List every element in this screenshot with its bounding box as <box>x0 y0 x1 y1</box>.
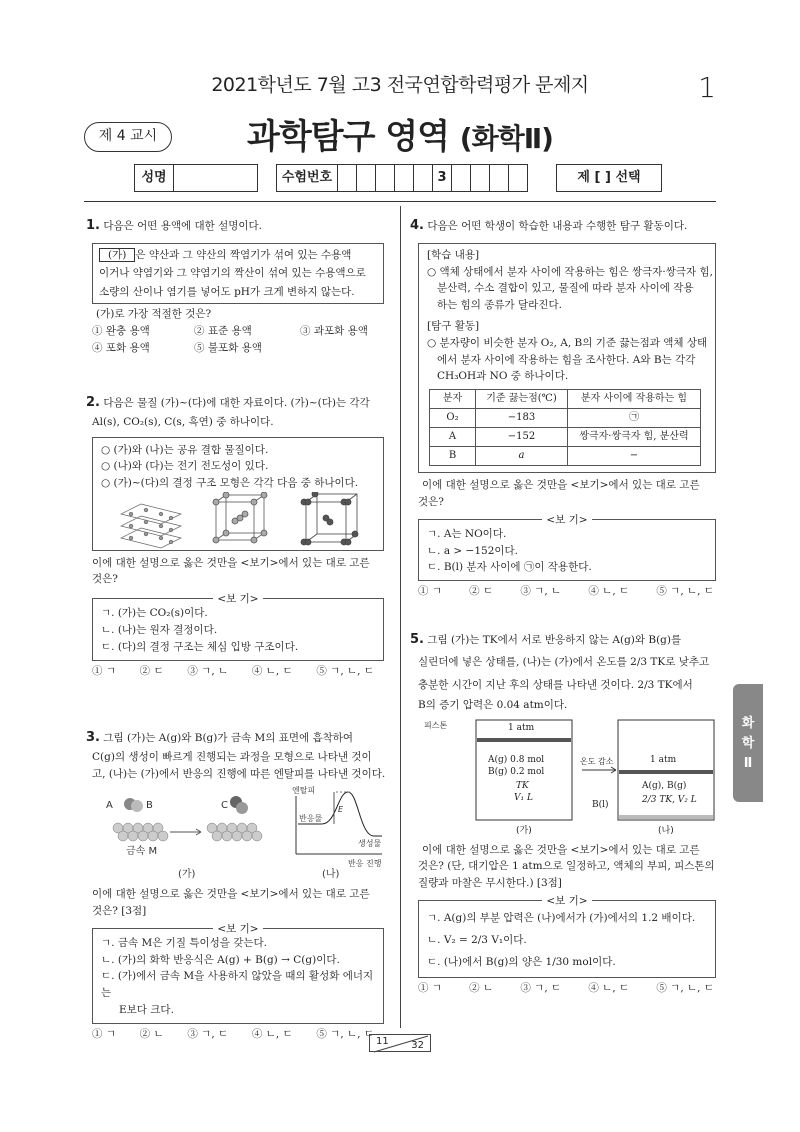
learn-line: 분산력, 수소 결합이 있고, 물질에 따라 분자 사이에 작용 <box>437 282 694 295</box>
q5-ask: 질량과 마찰은 무시한다.) [3점] <box>418 877 562 890</box>
header-divider <box>84 201 716 202</box>
cylinder-b <box>592 720 714 836</box>
page-number: 1 <box>698 71 716 104</box>
q5-stem: 실린더에 넣은 상태를, (나)는 (가)에서 온도를 2/3 TK로 낮추고 <box>418 655 710 668</box>
column-divider <box>400 206 401 1028</box>
piston-label: 피스톤 <box>424 720 448 730</box>
table-row: B a − <box>430 447 701 466</box>
table-header: 분자 사이에 작용하는 힘 <box>568 390 701 409</box>
bogi-item: ㄴ. a > −152이다. <box>427 544 519 557</box>
choice[interactable]: ④ 포화 용액 <box>92 341 150 354</box>
atm-label-a: 1 atm <box>508 722 535 733</box>
state-b-label: 2/3 TK, V₂ L <box>642 794 697 805</box>
choice[interactable]: ② ㄷ <box>139 664 164 677</box>
question-3 <box>86 728 388 1043</box>
q1-stem: 다음은 어떤 용액에 대한 설명이다. <box>103 220 263 232</box>
choice[interactable]: ① ㄱ <box>418 585 442 598</box>
q4-number: 4. <box>410 218 424 233</box>
choice[interactable]: ② ㄴ <box>139 1027 164 1040</box>
bogi-item: ㄴ. (나)는 원자 결정이다. <box>101 623 218 636</box>
bogi-item: ㄱ. A는 NO이다. <box>427 527 507 540</box>
q3-ask: 것은? [3점] <box>92 904 147 917</box>
q3-choices <box>86 1026 388 1043</box>
q3-stem: 그림 (가)는 A(g)와 B(g)가 금속 M의 표면에 흡착하여 <box>103 732 354 744</box>
graphite-layers-model <box>121 504 181 548</box>
choice[interactable]: ③ ㄱ, ㄷ <box>520 982 562 995</box>
choice[interactable]: ① ㄱ <box>92 1027 116 1040</box>
current-page: 11 <box>376 1036 389 1047</box>
bogi-item: ㄱ. (가)는 CO₂(s)이다. <box>101 607 208 620</box>
question-5 <box>410 630 720 997</box>
selection-label: 제 [ ] 선택 <box>556 164 662 192</box>
total-pages: 32 <box>411 1040 424 1051</box>
q1-box-line: 소량의 산이나 염기를 넣어도 pH가 크게 변하지 않는다. <box>99 285 355 298</box>
choice[interactable]: ⑤ ㄱ, ㄴ, ㄷ <box>656 585 714 598</box>
q4-stem: 다음은 어떤 학생이 학습한 내용과 수행한 탐구 활동이다. <box>427 220 688 232</box>
q5-ask: 것은? (단, 대기압은 1 atm으로 일정하고, 액체의 부피, 피스톤의 <box>418 860 715 873</box>
exam-digit-box[interactable] <box>471 164 490 192</box>
q2-box <box>92 437 384 551</box>
choice[interactable]: ④ ㄴ, ㄷ <box>251 664 293 677</box>
q5-choices <box>410 980 720 997</box>
learn-line: 하는 힘의 종류가 달라진다. <box>437 299 562 312</box>
bogi-title: <보 기> <box>542 895 591 907</box>
q5-ask: 이에 대한 설명으로 옳은 것만을 <보기>에서 있는 대로 고른 <box>422 843 700 856</box>
q5-number: 5. <box>410 632 424 647</box>
q2-box-line: ○ (나)와 (다)는 전기 전도성이 있다. <box>101 460 269 473</box>
q4-choices <box>410 583 720 600</box>
activity-line: ○ 분자량이 비슷한 분자 O₂, A, B의 기준 끓는점과 액체 상태 <box>427 336 708 349</box>
q1-choices <box>86 323 388 357</box>
caption-a: (가) <box>178 869 196 881</box>
q5-stem: 그림 (가)는 TK에서 서로 반응하지 않는 A(g)와 B(g)를 <box>427 634 682 646</box>
gas-a-amount: A(g) 0.8 mol <box>488 754 545 765</box>
table-header: 분자 <box>430 390 476 409</box>
exam-digit-box[interactable] <box>395 164 414 192</box>
q2-stem: Al(s), CO₂(s), C(s, 흑연) 중 하나이다. <box>92 415 274 428</box>
bogi-title: <보 기> <box>213 923 262 935</box>
bogi-item: ㄱ. A(g)의 부분 압력은 (나)에서가 (가)에서의 1.2 배이다. <box>427 911 696 924</box>
label-b: B <box>146 800 153 812</box>
product-label: 생성물 <box>358 839 382 849</box>
table-row: A −152 쌍극자·쌍극자 힘, 분산력 <box>430 428 701 447</box>
liquid-label: B(l) <box>592 799 609 810</box>
q3-stem: 고, (나)는 (가)에서 반응의 진행에 따른 엔탈피를 나타낸 것이다. <box>92 767 386 780</box>
bogi-item: ㄷ. B(l) 분자 사이에 ㉠이 작용한다. <box>427 561 592 574</box>
q5-bogi-box <box>418 894 716 978</box>
exam-number-field <box>276 164 528 192</box>
molecular-crystal-model <box>301 492 358 545</box>
q2-stem: 다음은 물질 (가)~(다)에 대한 자료이다. (가)~(다)는 각각 <box>103 397 370 409</box>
q3-stem: C(g)의 생성이 빠르게 진행되는 과정을 모형으로 나타낸 것이 <box>92 750 372 763</box>
choice[interactable]: ④ ㄴ, ㄷ <box>588 982 630 995</box>
q2-number: 2. <box>86 395 100 410</box>
progress-axis-label: 반응 진행 <box>348 859 382 869</box>
q2-box-line: ○ (가)~(다)의 결정 구조 모형은 각각 다음 중 하나이다. <box>101 477 359 490</box>
bogi-item: ㄴ. V₂ = 2/3 V₁이다. <box>427 934 527 947</box>
choice[interactable]: ③ ㄱ, ㄷ <box>187 1027 229 1040</box>
q4-ask: 이에 대한 설명으로 옳은 것만을 <보기>에서 있는 대로 고른 <box>422 479 700 492</box>
choice[interactable]: ⑤ 불포화 용액 <box>194 341 262 354</box>
choice[interactable]: ① ㄱ <box>418 982 442 995</box>
boiling-point-table <box>429 389 701 466</box>
enthalpy-axis-label: 엔탈피 <box>292 786 316 796</box>
q1-box-line: 이거나 약염기와 그 약염기의 짝산이 섞여 있는 수용액으로 <box>99 267 366 280</box>
name-input-box[interactable] <box>174 164 258 192</box>
choice[interactable]: ④ ㄴ, ㄷ <box>251 1027 293 1040</box>
exam-digit-box[interactable] <box>509 164 528 192</box>
cylinder-a <box>424 720 572 836</box>
q2-choices <box>86 663 388 680</box>
q2-bogi-box <box>92 593 384 660</box>
subject-side-tab: 화 학 Ⅱ <box>733 684 763 802</box>
caption-b: (나) <box>658 825 674 836</box>
label-a: A <box>106 800 113 812</box>
exam-digit-box[interactable] <box>490 164 509 192</box>
q5-stem: 충분한 시간이 지난 후의 상태를 나타낸 것이다. 2/3 TK에서 <box>418 678 693 691</box>
q3-number: 3. <box>86 730 100 745</box>
cooling-arrow-label: 온도 감소 <box>580 756 614 766</box>
adsorption-model <box>106 796 262 880</box>
page-counter <box>369 1034 431 1052</box>
q1-ask: (가)로 가장 적절한 것은? <box>96 307 212 320</box>
question-1 <box>86 216 388 356</box>
choice[interactable]: ⑤ ㄱ, ㄴ, ㄷ <box>316 664 374 677</box>
q2-ask: 것은? <box>92 573 118 586</box>
atm-label-b: 1 atm <box>650 754 677 765</box>
bogi-item: E보다 크다. <box>119 1003 174 1016</box>
table-row: O₂ −183 ㉠ <box>430 409 701 428</box>
reactant-label: 반응물 <box>299 814 323 824</box>
exam-number-label: 수험번호 <box>276 164 338 192</box>
q5-cylinder-figure <box>410 716 720 836</box>
bogi-title: <보 기> <box>213 593 262 605</box>
q4-ask: 것은? <box>418 495 444 508</box>
metal-label: 금속 M <box>126 846 158 858</box>
label-c: C <box>221 800 228 812</box>
caption-a: (가) <box>516 825 532 836</box>
name-label: 성명 <box>134 164 174 192</box>
bogi-item: ㄷ. (가)에서 금속 M을 사용하지 않았을 때의 활성화 에너지는 <box>101 970 374 1000</box>
q2-ask: 이에 대한 설명으로 옳은 것만을 <보기>에서 있는 대로 고른 <box>92 556 370 569</box>
q1-box <box>92 243 384 304</box>
exam-digit-box[interactable] <box>338 164 357 192</box>
q3-figure <box>86 784 386 880</box>
cubic-lattice-model <box>213 492 267 543</box>
q1-blank: (가) <box>99 248 135 262</box>
exam-title: 2021학년도 7월 고3 전국연합학력평가 문제지 <box>211 74 589 96</box>
q3-bogi-box <box>92 922 384 1024</box>
selection-field <box>556 164 662 192</box>
bogi-item: ㄱ. 금속 M은 기질 특이성을 갖는다. <box>101 936 267 949</box>
question-2 <box>86 393 388 679</box>
bogi-item: ㄷ. (나)에서 B(g)의 양은 1/30 mol이다. <box>427 956 616 969</box>
exam-digit-box[interactable] <box>376 164 395 192</box>
activity-title: [탐구 활동] <box>427 319 480 332</box>
bogi-item: ㄷ. (다)의 결정 구조는 체심 입방 구조이다. <box>101 640 299 653</box>
q5-stem: B의 증기 압력은 0.04 atm이다. <box>418 698 568 711</box>
bogi-item: ㄴ. (가)의 화학 반응식은 A(g) + B(g) → C(g)이다. <box>101 953 340 966</box>
q1-box-line: 은 약산과 그 약산의 짝염기가 섞여 있는 수용액 <box>135 248 352 261</box>
learn-line: ○ 액체 상태에서 분자 사이에 작용하는 힘은 쌍극자·쌍극자 힘, <box>427 265 713 278</box>
q4-bogi-box <box>418 513 716 581</box>
gas-b-amount: B(g) 0.2 mol <box>488 766 545 777</box>
choice[interactable]: ⑤ ㄱ, ㄴ, ㄷ <box>316 1027 374 1040</box>
q2-box-line: ○ (가)와 (나)는 공유 결합 물질이다. <box>101 443 269 456</box>
choice[interactable]: ④ ㄴ, ㄷ <box>588 585 630 598</box>
subject-sub: (화학Ⅱ) <box>459 122 553 155</box>
activity-line: 에서 분자 사이에 작용하는 힘을 조사한다. A와 B는 각각 <box>437 353 696 366</box>
subject-title <box>0 110 800 164</box>
table-header: 기준 끓는점(℃) <box>476 390 568 409</box>
choice[interactable]: ③ ㄱ, ㄴ <box>520 585 562 598</box>
gas-mix-label: A(g), B(g) <box>642 780 687 791</box>
q4-box <box>418 243 716 473</box>
crystal-models-figure <box>101 492 387 550</box>
exam-digit-fixed: 3 <box>433 164 452 192</box>
choice[interactable]: ② ㄴ <box>469 982 494 995</box>
choice[interactable]: ② 표준 용액 <box>194 324 252 337</box>
temp-label: TK <box>516 780 529 791</box>
subject-name: 과학탐구 영역 <box>247 117 449 157</box>
exam-digit-box[interactable] <box>452 164 471 192</box>
bogi-title: <보 기> <box>542 514 591 526</box>
choice[interactable]: ⑤ ㄱ, ㄴ, ㄷ <box>656 982 714 995</box>
choice[interactable]: ③ 과포화 용액 <box>300 324 368 337</box>
exam-digit-box[interactable] <box>414 164 433 192</box>
choice[interactable]: ② ㄷ <box>469 585 494 598</box>
q3-ask: 이에 대한 설명으로 옳은 것만을 <보기>에서 있는 대로 고른 <box>92 888 370 901</box>
choice[interactable]: ① 완충 용액 <box>92 324 150 337</box>
enthalpy-graph <box>292 785 382 880</box>
caption-b: (나) <box>322 869 340 881</box>
choice[interactable]: ③ ㄱ, ㄴ <box>187 664 229 677</box>
choice[interactable]: ① ㄱ <box>92 664 116 677</box>
e-label: E <box>338 805 344 815</box>
question-4 <box>410 216 720 600</box>
q1-number: 1. <box>86 218 100 233</box>
learn-title: [학습 내용] <box>427 248 480 261</box>
name-field <box>134 164 258 192</box>
session-badge: 제 4 교시 <box>84 122 172 152</box>
volume-label: V₁ L <box>514 792 533 803</box>
exam-digit-box[interactable] <box>357 164 376 192</box>
activity-line: CH₃OH과 NO 중 하나이다. <box>437 370 569 383</box>
